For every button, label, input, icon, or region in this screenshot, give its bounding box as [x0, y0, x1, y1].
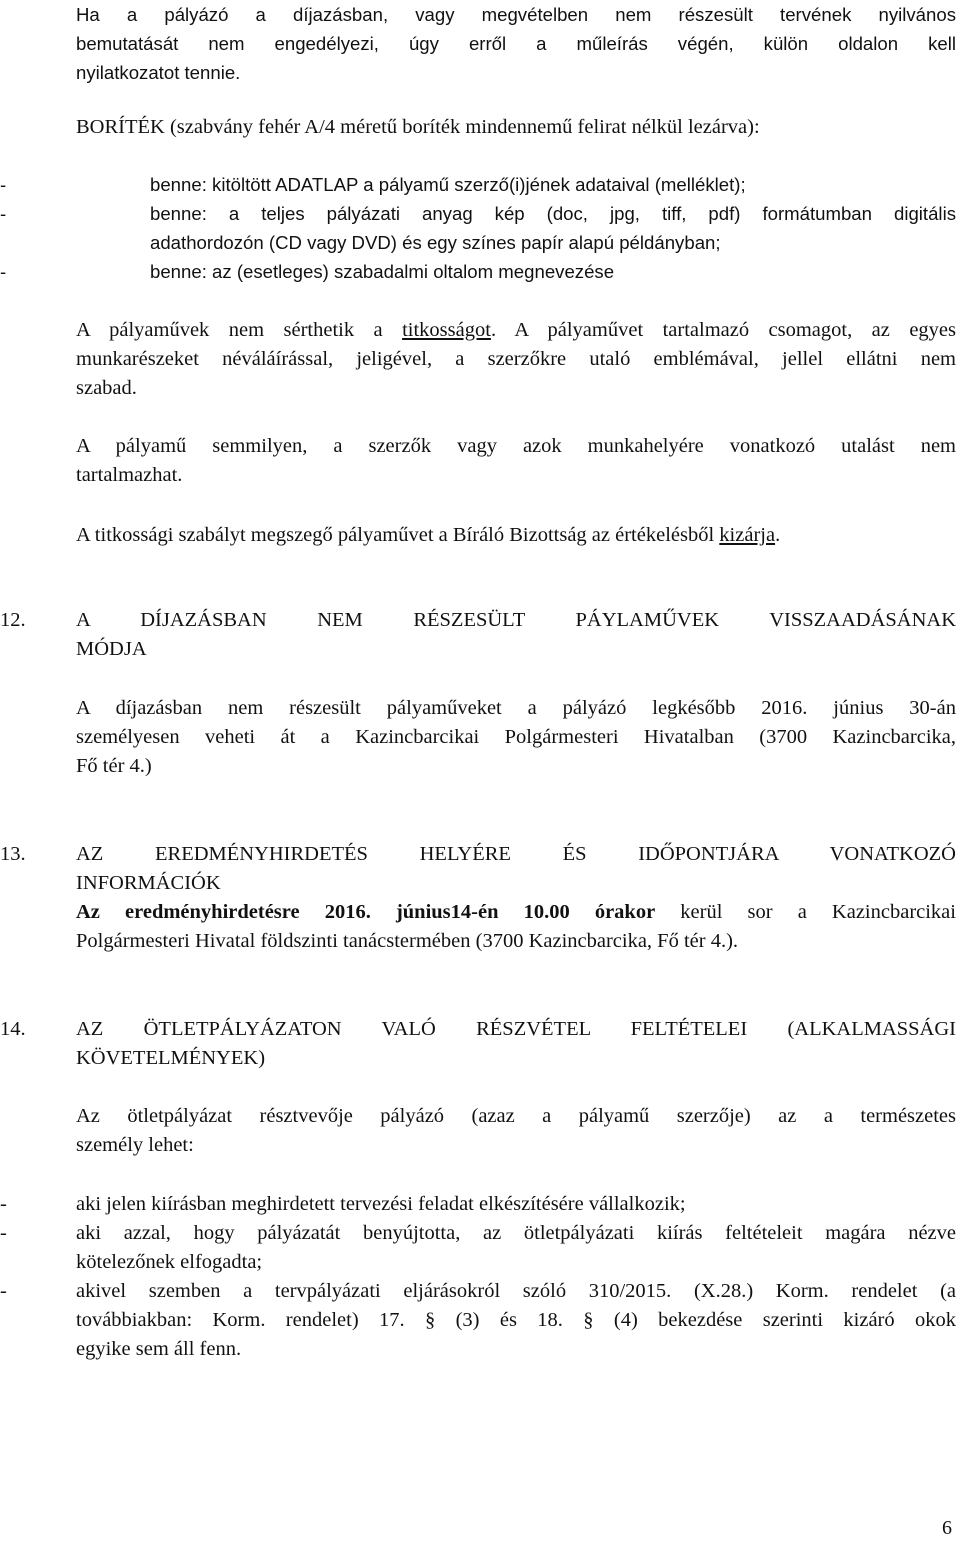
list-dash: -: [0, 1222, 7, 1244]
condition-item-3: [0, 1277, 956, 1364]
secrecy-paragraph-3: [76, 521, 956, 550]
secrecy-paragraph-1: [76, 316, 956, 403]
text: A titkossági szabályt megszegő pályaművet a Bíráló Bizottság az értékelésből: [76, 524, 720, 546]
secrecy-line-3: szabad.: [76, 377, 137, 399]
section-12-body: [76, 694, 956, 781]
section-title-line-2: INFORMÁCIÓK: [76, 872, 221, 894]
list-dash: -: [0, 1280, 7, 1302]
envelope-title-text: BORÍTÉK (szabvány fehér A/4 méretű boríték mindennemű felirat nélkül lezárva):: [76, 116, 760, 138]
secrecy-paragraph-2: [76, 432, 956, 490]
envelope-item-2-cont: [76, 228, 956, 257]
section-13-body: [76, 898, 956, 956]
section-13-line-2: Polgármesteri Hivatal földszinti tanácstermében (3700 Kazincbarcika, Fő tér 4.).: [76, 930, 739, 952]
intro-line-3: nyilatkozatot tennie.: [76, 62, 241, 83]
section-number: 14.: [0, 1018, 26, 1040]
condition-text: aki azzal, hogy pályázatát benyújtotta, az ötletpályázati kiírás feltételeit magára nézve: [76, 1222, 956, 1244]
condition-text: kötelezőnek elfogadta;: [76, 1251, 263, 1273]
section-title-line-1: A DÍJAZÁSBAN NEM RÉSZESÜLT PÁYLAMŰVEK VISSZAADÁSÁNAK: [76, 609, 956, 631]
list-dash: -: [0, 1193, 7, 1215]
secrecy-line-1: [76, 316, 956, 345]
envelope-item-2: [0, 199, 956, 228]
condition-text: aki jelen kiírásban meghirdetett tervezési feladat elkészítésére vállalkozik;: [76, 1193, 686, 1215]
envelope-item-text: benne: az (esetleges) szabadalmi oltalom megnevezése: [150, 261, 615, 282]
text: kerül sor a Kazincbarcikai: [655, 901, 956, 923]
envelope-item-text: benne: a teljes pályázati anyag kép (doc, jpg, tiff, pdf) formátumban digitális: [150, 203, 956, 224]
intro-line-1: Ha a pályázó a díjazásban, vagy megvételben nem részesült tervének nyilvános: [76, 4, 956, 25]
underlined-term: kizárja: [719, 524, 776, 546]
section-13-line-1: [76, 898, 956, 927]
condition-text: továbbiakban: Korm. rendelet) 17. § (3) és 18. § (4) bekezdése szerinti kizáró okok: [76, 1309, 956, 1331]
section-number: 13.: [0, 843, 26, 865]
envelope-item-1: [0, 170, 956, 199]
condition-text: akivel szemben a tervpályázati eljárásokról szóló 310/2015. (X.28.) Korm. rendelet (a: [76, 1280, 956, 1302]
intro-paragraph: [76, 0, 956, 87]
secrecy-line-2: munkarészeket néváláírással, jeligével, a szerzőkre utaló emblémával, jellel ellátni nem: [76, 348, 956, 370]
section-14-body: [76, 1102, 956, 1160]
section-title-line-2: MÓDJA: [76, 638, 147, 660]
section-12-line-1: A díjazásban nem részesült pályaműveket a pályázó legkésőbb 2016. június 30-án: [76, 697, 956, 719]
section-14-list: [0, 1190, 956, 1364]
list-dash: -: [0, 203, 7, 224]
section-12-heading: [0, 606, 956, 664]
envelope-list: [0, 170, 956, 286]
section-14-line-2: személy lehet:: [76, 1134, 194, 1156]
section-12-line-3: Fő tér 4.): [76, 755, 152, 777]
text: A pályaművek nem sérthetik a: [76, 319, 403, 341]
text: .: [775, 524, 781, 546]
text: . A pályaművet tartalmazó csomagot, az egyes: [490, 319, 957, 341]
envelope-item-text: benne: kitöltött ADATLAP a pályamű szerző(i)jének adataival (melléklet);: [150, 174, 746, 195]
section-title-line-2: KÖVETELMÉNYEK): [76, 1047, 266, 1069]
condition-item-1: [0, 1190, 956, 1219]
list-dash: -: [0, 174, 7, 195]
envelope-item-text: adathordozón (CD vagy DVD) és egy színes papír alapú példányban;: [150, 232, 721, 253]
section-title-line-1: AZ ÖTLETPÁLYÁZATON VALÓ RÉSZVÉTEL FELTÉTELEI (ALKALMASSÁGI: [76, 1018, 956, 1040]
envelope-item-3: [0, 257, 956, 286]
section-number: 12.: [0, 609, 26, 631]
envelope-title: [76, 113, 956, 142]
section-14-line-1: Az ötletpályázat résztvevője pályázó (azaz a pályamű szerzője) az a természetes: [76, 1105, 956, 1127]
section-14-heading: [0, 1015, 956, 1073]
section-title-line-1: AZ EREDMÉNYHIRDETÉS HELYÉRE ÉS IDŐPONTJÁRA VONATKOZÓ: [76, 843, 956, 865]
secrecy-p3-line: [76, 521, 956, 550]
secrecy-p2-line-1: A pályamű semmilyen, a szerzők vagy azok munkahelyére vonatkozó utalást nem: [76, 435, 956, 457]
secrecy-p2-line-2: tartalmazhat.: [76, 464, 183, 486]
list-dash: -: [0, 261, 7, 282]
section-12-line-2: személyesen veheti át a Kazincbarcikai Polgármesteri Hivatalban (3700 Kazincbarcika,: [76, 726, 956, 748]
intro-line-2: bemutatását nem engedélyezi, úgy erről a műleírás végén, külön oldalon kell: [76, 33, 956, 54]
underlined-term: titkosságot: [402, 319, 491, 341]
page-number: 6: [942, 1517, 952, 1539]
condition-text: egyike sem áll fenn.: [76, 1338, 242, 1360]
condition-item-2: [0, 1219, 956, 1277]
bold-announcement: Az eredményhirdetésre 2016. június14-én 10.00 órakor: [76, 901, 656, 923]
section-13-heading: [0, 840, 956, 898]
